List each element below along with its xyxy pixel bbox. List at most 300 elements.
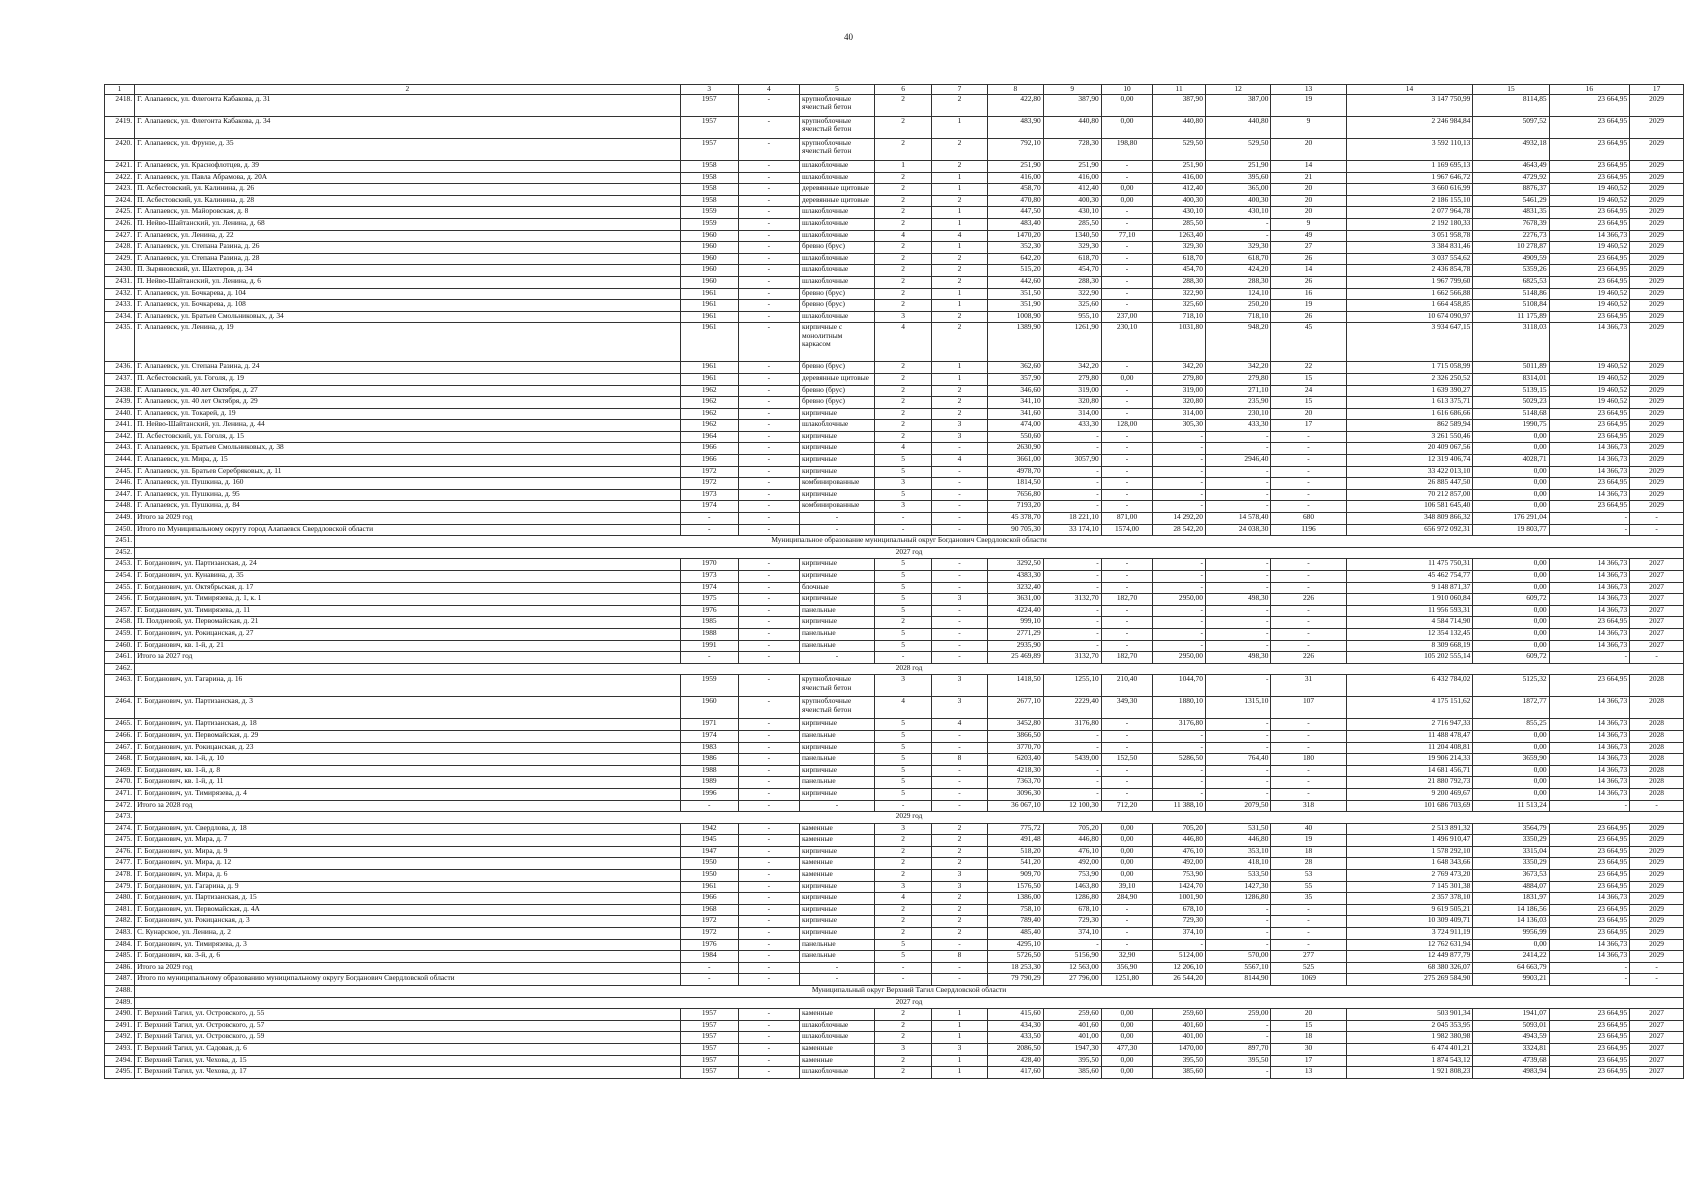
table-cell: 753,90: [1043, 870, 1101, 882]
table-cell: шлакоблочные: [799, 1020, 874, 1032]
table-cell: -: [1153, 443, 1206, 455]
table-cell: 2: [875, 117, 932, 139]
table-cell: панельные: [799, 730, 874, 742]
table-cell: 1960: [680, 230, 738, 242]
table-cell: комбинированные: [799, 501, 874, 513]
table-cell: -: [1271, 466, 1346, 478]
table-cell: -: [1101, 300, 1153, 312]
table-row: [105, 594, 1684, 606]
table-cell: 3866,50: [987, 730, 1043, 742]
table-cell: -: [738, 823, 799, 835]
table-cell: 2029: [1630, 893, 1684, 905]
table-cell: кирпичные: [799, 489, 874, 501]
table-cell: -: [738, 95, 799, 117]
table-cell: 447,50: [987, 207, 1043, 219]
table-cell: 2029: [1630, 916, 1684, 928]
table-cell: 6 474 401,21: [1346, 1043, 1473, 1055]
table-cell: 3: [932, 420, 988, 432]
table-cell: 4: [875, 443, 932, 455]
table-row: [105, 466, 1684, 478]
table-cell: 2: [875, 1009, 932, 1021]
address-cell: Итого за 2029 год: [135, 962, 681, 974]
table-cell: 23 664,95: [1549, 1055, 1630, 1067]
table-cell: 1959: [680, 675, 738, 697]
table-cell: панельные: [799, 951, 874, 963]
table-cell: 5: [875, 582, 932, 594]
table-cell: 7 145 301,38: [1346, 881, 1473, 893]
table-cell: -: [1043, 559, 1101, 571]
table-cell: -: [1549, 652, 1630, 664]
table-cell: 14 366,73: [1549, 742, 1630, 754]
table-row: [105, 265, 1684, 277]
table-cell: -: [799, 962, 874, 974]
address-cell: П. Асбестовский, ул. Гоголя, д. 15: [135, 431, 681, 443]
table-cell: 1 874 543,12: [1346, 1055, 1473, 1067]
table-cell: 792,10: [987, 139, 1043, 161]
table-cell: 259,00: [1205, 1009, 1271, 1021]
table-cell: 2: [875, 218, 932, 230]
table-cell: -: [1205, 218, 1271, 230]
table-cell: 418,10: [1205, 858, 1271, 870]
row-number-cell: 2473.: [105, 812, 135, 824]
table-cell: 4643,49: [1473, 161, 1549, 173]
table-cell: 5108,84: [1473, 300, 1549, 312]
table-cell: 3: [875, 311, 932, 323]
row-number-cell: 2458.: [105, 617, 135, 629]
table-cell: 2027: [1630, 582, 1684, 594]
address-cell: Г. Алапаевск, ул. Бочкарева, д. 104: [135, 288, 681, 300]
table-cell: 271,10: [1205, 385, 1271, 397]
table-cell: -: [932, 788, 988, 800]
table-cell: -: [1205, 431, 1271, 443]
table-cell: бревно (брус): [799, 397, 874, 409]
table-cell: 0,00: [1473, 730, 1549, 742]
table-cell: 440,80: [1043, 117, 1101, 139]
address-cell: Г. Верхний Тагил, ул. Чехова, д. 17: [135, 1067, 681, 1079]
table-cell: 525: [1271, 962, 1346, 974]
table-cell: -: [1101, 431, 1153, 443]
table-cell: -: [738, 117, 799, 139]
table-cell: 3770,70: [987, 742, 1043, 754]
table-cell: 1947,30: [1043, 1043, 1101, 1055]
table-cell: -: [1101, 489, 1153, 501]
table-cell: 0,00: [1101, 95, 1153, 117]
table-cell: 618,70: [1043, 253, 1101, 265]
table-cell: -: [680, 513, 738, 525]
table-cell: 1: [932, 242, 988, 254]
table-cell: 3: [875, 881, 932, 893]
table-cell: 2 326 250,52: [1346, 373, 1473, 385]
table-row: [105, 300, 1684, 312]
table-cell: 8114,85: [1473, 95, 1549, 117]
row-number-cell: 2447.: [105, 489, 135, 501]
table-cell: 483,90: [987, 117, 1043, 139]
table-cell: 2029: [1630, 300, 1684, 312]
table-cell: 1968: [680, 904, 738, 916]
row-number-cell: 2481.: [105, 904, 135, 916]
table-cell: 23 664,95: [1549, 431, 1630, 443]
table-cell: -: [932, 742, 988, 754]
table-cell: 1972: [680, 478, 738, 490]
row-number-cell: 2494.: [105, 1055, 135, 1067]
table-cell: 15: [1271, 397, 1346, 409]
table-cell: 1974: [680, 730, 738, 742]
table-cell: 2 716 947,33: [1346, 719, 1473, 731]
table-cell: 4: [932, 230, 988, 242]
table-cell: 14 578,40: [1205, 513, 1271, 525]
table-cell: 5: [875, 466, 932, 478]
table-cell: -: [799, 652, 874, 664]
table-cell: 2: [932, 893, 988, 905]
row-number-cell: 2463.: [105, 675, 135, 697]
table-cell: 387,00: [1205, 95, 1271, 117]
column-number-cell: 17: [1630, 85, 1684, 95]
address-cell: Г. Богданович, ул. Тимирязева, д. 1, к. 1: [135, 594, 681, 606]
address-cell: Г. Богданович, ул. Гагарина, д. 9: [135, 881, 681, 893]
table-cell: -: [738, 730, 799, 742]
table-cell: 19: [1271, 95, 1346, 117]
address-cell: П. Полдневой, ул. Первомайская, д. 21: [135, 617, 681, 629]
table-cell: 2: [932, 408, 988, 420]
table-cell: 9 148 871,37: [1346, 582, 1473, 594]
table-cell: 4 584 714,90: [1346, 617, 1473, 629]
table-cell: 235,90: [1205, 397, 1271, 409]
table-cell: 1941,07: [1473, 1009, 1549, 1021]
table-cell: 1286,80: [1043, 893, 1101, 905]
table-cell: -: [1205, 489, 1271, 501]
table-cell: 483,40: [987, 218, 1043, 230]
table-cell: 23 664,95: [1549, 1020, 1630, 1032]
table-cell: 23 664,95: [1549, 1043, 1630, 1055]
table-cell: 0,00: [1473, 571, 1549, 583]
table-cell: 0,00: [1101, 184, 1153, 196]
table-row: [105, 524, 1684, 536]
table-cell: бревно (брус): [799, 288, 874, 300]
table-cell: -: [1101, 362, 1153, 374]
table-cell: кирпичные: [799, 571, 874, 583]
table-cell: 498,30: [1205, 594, 1271, 606]
table-cell: 2 192 180,33: [1346, 218, 1473, 230]
row-number-cell: 2434.: [105, 311, 135, 323]
table-row: [105, 408, 1684, 420]
table-cell: 3659,90: [1473, 754, 1549, 766]
table-cell: 342,20: [1153, 362, 1206, 374]
table-cell: -: [1549, 974, 1630, 986]
section-row: [105, 986, 1684, 998]
table-cell: 0,00: [1101, 117, 1153, 139]
table-cell: шлакоблочные: [799, 230, 874, 242]
table-cell: 2027: [1630, 594, 1684, 606]
address-cell: П. Асбестовский, ул. Калинина, д. 28: [135, 195, 681, 207]
section-title-cell: 2027 год: [135, 547, 1684, 559]
table-cell: 4884,07: [1473, 881, 1549, 893]
table-cell: 14 366,73: [1549, 765, 1630, 777]
address-cell: Г. Алапаевск, ул. Братьев Смольниковых, д. 34: [135, 311, 681, 323]
address-cell: Г. Богданович, ул. Мира, д. 9: [135, 846, 681, 858]
table-cell: -: [680, 962, 738, 974]
table-cell: 729,30: [1153, 916, 1206, 928]
table-cell: 415,60: [987, 1009, 1043, 1021]
table-cell: 529,50: [1153, 139, 1206, 161]
table-cell: 279,80: [1043, 373, 1101, 385]
table-cell: 2: [932, 928, 988, 940]
row-number-cell: 2459.: [105, 628, 135, 640]
table-cell: 1960: [680, 242, 738, 254]
table-cell: 400,30: [1043, 195, 1101, 207]
table-cell: -: [738, 754, 799, 766]
table-cell: 2: [932, 311, 988, 323]
table-cell: 24: [1271, 385, 1346, 397]
table-cell: -: [738, 800, 799, 812]
table-cell: кирпичные: [799, 594, 874, 606]
table-cell: 2027: [1630, 628, 1684, 640]
table-cell: 55: [1271, 881, 1346, 893]
table-cell: 14 136,03: [1473, 916, 1549, 928]
column-number-cell: 3: [680, 85, 738, 95]
table-cell: 1 910 060,84: [1346, 594, 1473, 606]
table-cell: -: [1043, 605, 1101, 617]
table-cell: 2029: [1630, 489, 1684, 501]
table-cell: 2414,22: [1473, 951, 1549, 963]
table-cell: 1: [932, 288, 988, 300]
table-cell: 1470,20: [987, 230, 1043, 242]
table-cell: 948,20: [1205, 323, 1271, 362]
table-cell: 2: [875, 288, 932, 300]
table-cell: 23 664,95: [1549, 95, 1630, 117]
table-cell: 1996: [680, 788, 738, 800]
table-cell: 2: [932, 323, 988, 362]
table-cell: 329,30: [1205, 242, 1271, 254]
table-cell: 4978,70: [987, 466, 1043, 478]
table-cell: 5: [875, 594, 932, 606]
table-cell: 23 664,95: [1549, 846, 1630, 858]
table-cell: 862 589,94: [1346, 420, 1473, 432]
table-cell: 2029: [1630, 207, 1684, 219]
table-cell: шлакоблочные: [799, 1067, 874, 1079]
table-cell: -: [1205, 559, 1271, 571]
table-cell: 14 366,73: [1549, 455, 1630, 467]
row-number-cell: 2465.: [105, 719, 135, 731]
table-cell: 0,00: [1473, 605, 1549, 617]
table-cell: 2027: [1630, 617, 1684, 629]
table-cell: 107: [1271, 697, 1346, 719]
row-number-cell: 2488.: [105, 986, 135, 998]
table-cell: 1957: [680, 1032, 738, 1044]
table-cell: 2 077 964,78: [1346, 207, 1473, 219]
table-cell: 1991: [680, 640, 738, 652]
column-number-cell: 2: [135, 85, 681, 95]
table-cell: -: [738, 904, 799, 916]
table-cell: -: [1630, 962, 1684, 974]
row-number-cell: 2426.: [105, 218, 135, 230]
table-cell: 4 175 151,62: [1346, 697, 1473, 719]
table-cell: 470,80: [987, 195, 1043, 207]
table-cell: 1959: [680, 218, 738, 230]
table-cell: -: [1101, 408, 1153, 420]
table-cell: 90 705,30: [987, 524, 1043, 536]
table-cell: 775,72: [987, 823, 1043, 835]
table-cell: 12 319 406,74: [1346, 455, 1473, 467]
address-cell: Итого за 2027 год: [135, 652, 681, 664]
table-cell: -: [1101, 242, 1153, 254]
table-cell: 128,00: [1101, 420, 1153, 432]
table-cell: 3661,00: [987, 455, 1043, 467]
table-cell: -: [1630, 513, 1684, 525]
table-cell: 2029: [1630, 870, 1684, 882]
table-cell: 40: [1271, 823, 1346, 835]
table-cell: 0,00: [1473, 628, 1549, 640]
table-cell: 2: [875, 420, 932, 432]
table-cell: -: [1205, 675, 1271, 697]
table-cell: 4295,10: [987, 939, 1043, 951]
table-cell: 251,90: [1043, 161, 1101, 173]
row-number-cell: 2431.: [105, 276, 135, 288]
table-cell: 2: [875, 172, 932, 184]
table-cell: 2: [875, 253, 932, 265]
table-cell: -: [738, 881, 799, 893]
table-cell: каменные: [799, 1055, 874, 1067]
column-number-cell: 16: [1549, 85, 1630, 95]
table-cell: -: [1101, 161, 1153, 173]
table-cell: -: [932, 777, 988, 789]
table-cell: -: [1043, 571, 1101, 583]
table-cell: 152,50: [1101, 754, 1153, 766]
table-row: [105, 974, 1684, 986]
table-cell: 23 664,95: [1549, 1067, 1630, 1079]
table-cell: 1 169 695,13: [1346, 161, 1473, 173]
table-cell: 1: [932, 1009, 988, 1021]
table-cell: 1 648 343,66: [1346, 858, 1473, 870]
address-cell: Г. Алапаевск, ул. Ленина, д. 19: [135, 323, 681, 362]
table-cell: 23 664,95: [1549, 276, 1630, 288]
row-number-cell: 2466.: [105, 730, 135, 742]
table-row: [105, 218, 1684, 230]
table-cell: -: [1101, 276, 1153, 288]
table-cell: 18 253,30: [987, 962, 1043, 974]
table-cell: крупноблочные ячеистый бетон: [799, 697, 874, 719]
table-cell: -: [1101, 788, 1153, 800]
column-number-row: [105, 85, 1684, 95]
table-cell: 395,50: [1205, 1055, 1271, 1067]
table-cell: 374,10: [1043, 928, 1101, 940]
row-number-cell: 2438.: [105, 385, 135, 397]
table-cell: 1950: [680, 870, 738, 882]
table-cell: -: [738, 276, 799, 288]
table-cell: 68 380 326,07: [1346, 962, 1473, 974]
table-cell: 0,00: [1101, 846, 1153, 858]
table-cell: -: [1153, 640, 1206, 652]
table-row: [105, 1020, 1684, 1032]
table-cell: 14 366,73: [1549, 628, 1630, 640]
table-cell: -: [738, 311, 799, 323]
table-cell: 0,00: [1101, 1009, 1153, 1021]
table-cell: -: [1271, 719, 1346, 731]
table-cell: каменные: [799, 1009, 874, 1021]
table-cell: 45: [1271, 323, 1346, 362]
table-cell: 14 366,73: [1549, 788, 1630, 800]
table-cell: -: [738, 788, 799, 800]
table-cell: 11 475 750,31: [1346, 559, 1473, 571]
table-cell: 515,20: [987, 265, 1043, 277]
table-cell: -: [1101, 253, 1153, 265]
table-cell: 10 674 090,97: [1346, 311, 1473, 323]
address-cell: Г. Алапаевск, ул. 40 лет Октября, д. 29: [135, 397, 681, 409]
table-cell: 346,60: [987, 385, 1043, 397]
table-cell: 14 366,73: [1549, 571, 1630, 583]
table-cell: 314,00: [1153, 408, 1206, 420]
address-cell: Г. Верхний Тагил, ул. Садовая, д. 6: [135, 1043, 681, 1055]
table-cell: -: [1153, 478, 1206, 490]
table-cell: 28: [1271, 858, 1346, 870]
table-cell: 1973: [680, 571, 738, 583]
table-cell: 412,40: [1043, 184, 1101, 196]
table-cell: -: [799, 524, 874, 536]
table-cell: -: [932, 443, 988, 455]
table-cell: 2029: [1630, 253, 1684, 265]
table-cell: -: [680, 524, 738, 536]
table-cell: 1 967 799,60: [1346, 276, 1473, 288]
row-number-cell: 2490.: [105, 1009, 135, 1021]
table-row: [105, 207, 1684, 219]
column-number-cell: 13: [1271, 85, 1346, 95]
table-cell: 2027: [1630, 605, 1684, 617]
table-cell: -: [738, 218, 799, 230]
table-cell: 1961: [680, 373, 738, 385]
table-cell: 5359,26: [1473, 265, 1549, 277]
table-cell: 3132,70: [1043, 652, 1101, 664]
table-cell: 1974: [680, 582, 738, 594]
table-cell: 1 616 686,66: [1346, 408, 1473, 420]
table-cell: 753,90: [1153, 870, 1206, 882]
table-cell: 23 664,95: [1549, 117, 1630, 139]
table-cell: 0,00: [1473, 939, 1549, 951]
address-cell: Г. Богданович, ул. Гагарина, д. 16: [135, 675, 681, 697]
table-cell: 1872,77: [1473, 697, 1549, 719]
table-cell: 416,00: [1153, 172, 1206, 184]
table-cell: -: [799, 974, 874, 986]
row-number-cell: 2451.: [105, 536, 135, 548]
table-row: [105, 288, 1684, 300]
table-cell: 1972: [680, 916, 738, 928]
table-cell: 11 956 593,31: [1346, 605, 1473, 617]
table-cell: 1069: [1271, 974, 1346, 986]
table-cell: 1 578 292,10: [1346, 846, 1473, 858]
table-cell: 2: [875, 1067, 932, 1079]
table-cell: 2 436 854,78: [1346, 265, 1473, 277]
table-cell: 9903,21: [1473, 974, 1549, 986]
table-cell: 2: [932, 385, 988, 397]
table-cell: 2: [932, 195, 988, 207]
table-cell: 2950,00: [1153, 594, 1206, 606]
table-cell: 1: [932, 373, 988, 385]
table-cell: 12 449 877,79: [1346, 951, 1473, 963]
table-cell: 678,10: [1043, 904, 1101, 916]
table-cell: 416,00: [987, 172, 1043, 184]
table-cell: 14 366,73: [1549, 443, 1630, 455]
table-cell: кирпичные: [799, 893, 874, 905]
table-cell: 1961: [680, 881, 738, 893]
table-cell: -: [1205, 582, 1271, 594]
table-cell: 12 563,00: [1043, 962, 1101, 974]
table-cell: 2: [932, 904, 988, 916]
table-cell: 19 460,52: [1549, 373, 1630, 385]
table-cell: 124,10: [1205, 288, 1271, 300]
table-cell: 11 488 478,47: [1346, 730, 1473, 742]
table-cell: 288,30: [1153, 276, 1206, 288]
table-cell: 2027: [1630, 571, 1684, 583]
table-cell: 1 982 380,98: [1346, 1032, 1473, 1044]
row-number-cell: 2430.: [105, 265, 135, 277]
